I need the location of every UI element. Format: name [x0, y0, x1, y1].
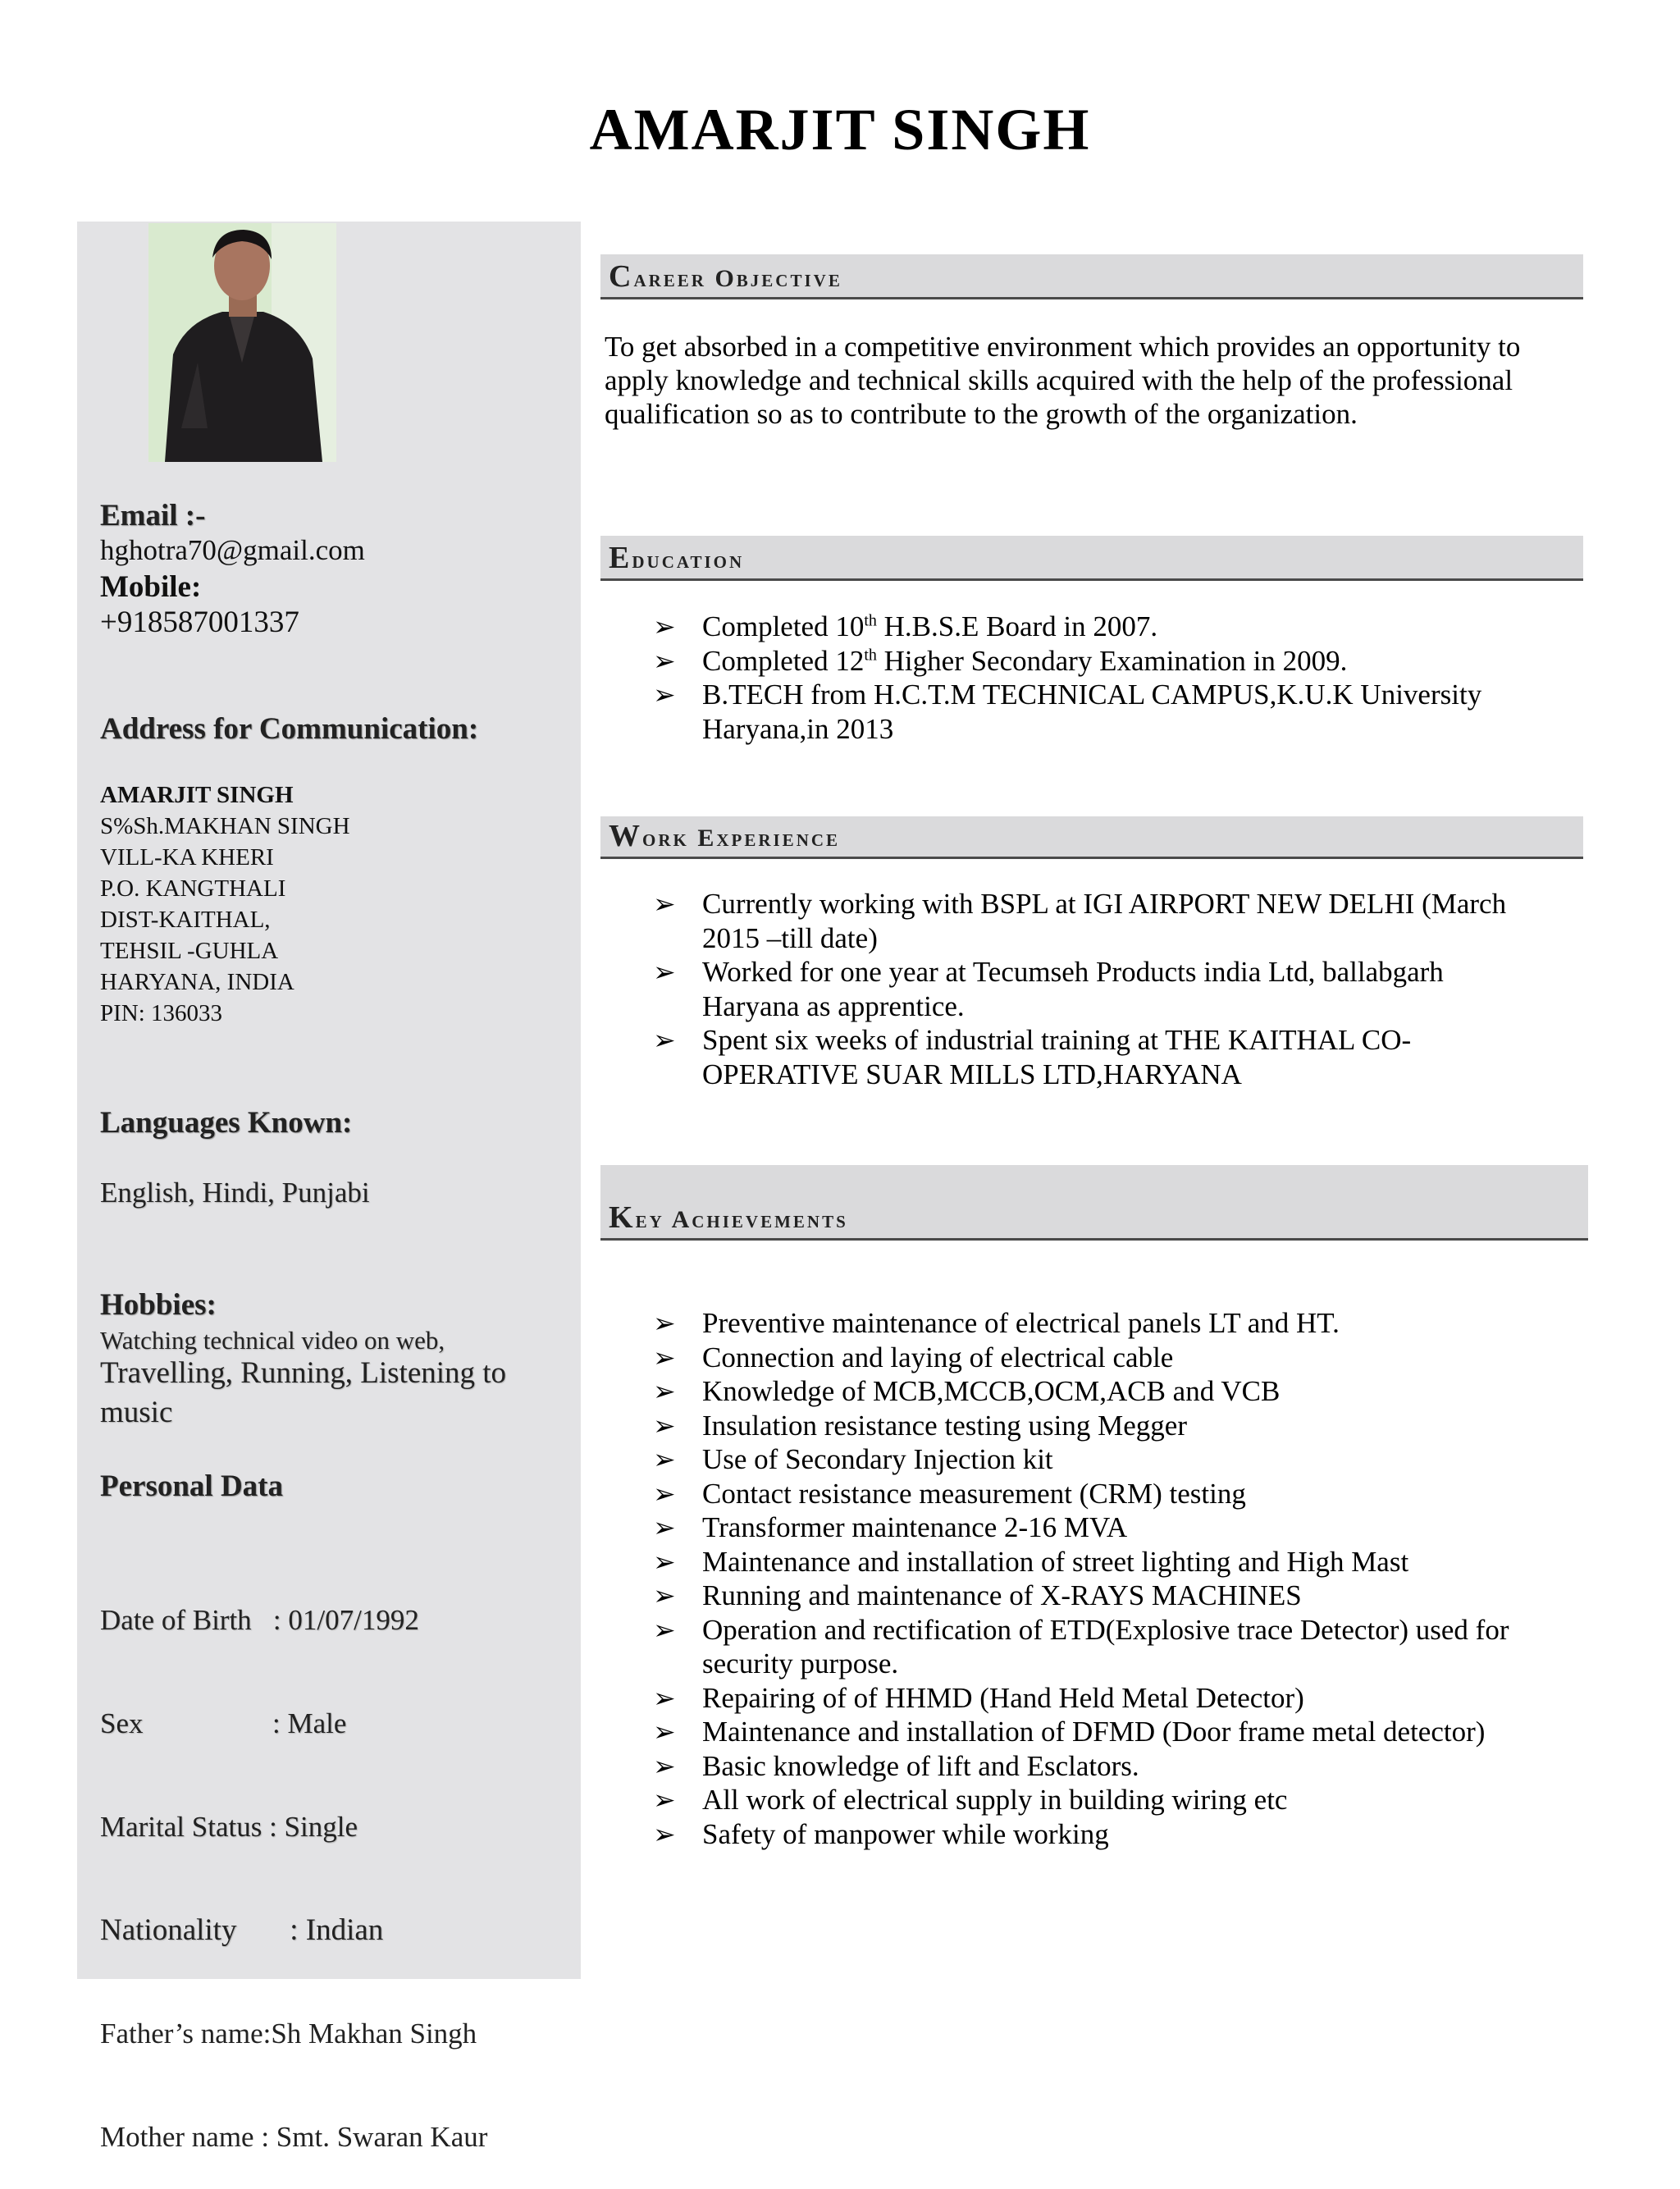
- arrow-bullet-icon: ➢: [653, 1477, 676, 1510]
- address-line: PIN: 136033: [100, 1000, 223, 1026]
- career-objective-text: [605, 330, 1564, 431]
- list-item: ➢ Contact resistance measurement (CRM) testing: [653, 1477, 1246, 1510]
- list-item: ➢ Basic knowledge of lift and Esclators.: [653, 1749, 1139, 1782]
- career-line: apply knowledge and technical skills acquired with the help of the professional: [605, 364, 1513, 396]
- personal-line: Sex : Male: [100, 1707, 347, 1739]
- arrow-bullet-icon: ➢: [653, 1024, 676, 1056]
- arrow-bullet-icon: ➢: [653, 1511, 676, 1543]
- list-item: ➢ Preventive maintenance of electrical panels LT and HT.: [653, 1307, 1340, 1339]
- address-line: DIST-KAITHAL,: [100, 907, 271, 933]
- arrow-bullet-icon: ➢: [653, 1409, 676, 1442]
- list-item: ➢ Transformer maintenance 2-16 MVA: [653, 1511, 1128, 1543]
- arrow-bullet-icon: ➢: [653, 1579, 676, 1611]
- list-item: ➢ Worked for one year at Tecumseh Products india Ltd, ballabgarh: [653, 956, 1444, 988]
- arrow-bullet-icon: ➢: [653, 644, 676, 677]
- hobbies-line: [100, 1354, 559, 1433]
- arrow-bullet-icon: ➢: [653, 956, 676, 988]
- career-objective-header: [600, 254, 1583, 299]
- arrow-bullet-icon: ➢: [653, 1307, 676, 1339]
- hobbies-line: Travelling, Running, Listening to: [100, 1356, 507, 1390]
- list-item: ➢ Safety of manpower while working: [653, 1817, 1109, 1850]
- arrow-bullet-icon: ➢: [653, 1375, 676, 1407]
- list-item: Haryana as apprentice.: [702, 989, 965, 1022]
- personal-line: Father’s name:Sh Makhan Singh: [100, 2018, 477, 2050]
- education-list: [653, 610, 1580, 746]
- career-line: qualification so as to contribute to the growth of the organization.: [605, 398, 1358, 430]
- arrow-bullet-icon: ➢: [653, 1716, 676, 1748]
- arrow-bullet-icon: ➢: [653, 1681, 676, 1714]
- key-achievements-header: [600, 1165, 1588, 1241]
- list-item: ➢ Use of Secondary Injection kit: [653, 1443, 1053, 1475]
- list-item: ➢ Operation and rectification of ETD(Explosive trace Detector) used for: [653, 1613, 1509, 1646]
- arrow-bullet-icon: ➢: [653, 1443, 676, 1475]
- mobile-value: +918587001337: [100, 606, 299, 639]
- work-experience-header: [600, 816, 1583, 859]
- career-objective-title: Career Objective: [609, 259, 842, 294]
- personal-line: Marital Status : Single: [100, 1811, 358, 1843]
- list-item: ➢ Repairing of of HHMD (Hand Held Metal Detector): [653, 1681, 1304, 1714]
- person-photo-icon: [148, 223, 336, 462]
- personal-data-block: [100, 1534, 487, 2189]
- arrow-bullet-icon: ➢: [653, 1613, 676, 1646]
- candidate-name: AMARJIT SINGH: [589, 97, 1091, 162]
- work-experience-title: Work Experience: [609, 819, 841, 853]
- arrow-bullet-icon: ➢: [653, 1817, 676, 1850]
- address-line: TEHSIL -GUHLA: [100, 938, 279, 964]
- list-item: ➢ Currently working with BSPL at IGI AIRPORT NEW DELHI (March: [653, 888, 1507, 920]
- personal-line: Mother name : Smt. Swaran Kaur: [100, 2121, 488, 2153]
- address-line: HARYANA, INDIA: [100, 969, 294, 995]
- list-item: ➢ B.TECH from H.C.T.M TECHNICAL CAMPUS,K.U.K University: [653, 679, 1482, 711]
- languages-value: English, Hindi, Punjabi: [100, 1177, 370, 1209]
- list-item: OPERATIVE SUAR MILLS LTD,HARYANA: [702, 1058, 1242, 1090]
- list-item: ➢ Knowledge of MCB,MCCB,OCM,ACB and VCB: [653, 1375, 1281, 1407]
- list-item: security purpose.: [702, 1647, 899, 1679]
- address-label: Address for Communication:: [100, 712, 479, 746]
- profile-photo: [148, 223, 336, 462]
- career-line: To get absorbed in a competitive environment which provides an opportunity to: [605, 331, 1521, 363]
- arrow-bullet-icon: ➢: [653, 610, 676, 642]
- education-header: [600, 536, 1583, 581]
- arrow-bullet-icon: ➢: [653, 1749, 676, 1782]
- personal-line: Nationality : Indian: [100, 1913, 384, 1947]
- list-item: ➢ Maintenance and installation of DFMD (Door frame metal detector): [653, 1716, 1486, 1748]
- address-block: [100, 779, 350, 1029]
- list-item: 2015 –till date): [702, 921, 878, 954]
- email-value: hghotra70@gmail.com: [100, 534, 365, 566]
- hobbies-label: Hobbies:: [100, 1288, 217, 1322]
- list-item: ➢ Insulation resistance testing using Megger: [653, 1409, 1187, 1442]
- arrow-bullet-icon: ➢: [653, 1341, 676, 1373]
- personal-line: Date of Birth : 01/07/1992: [100, 1604, 419, 1636]
- hobbies-line: music: [100, 1396, 173, 1429]
- list-item: ➢ Completed 10th H.B.S.E Board in 2007.: [653, 610, 1158, 642]
- address-line: P.O. KANGTHALI: [100, 875, 286, 902]
- list-item: ➢ Connection and laying of electrical cable: [653, 1341, 1174, 1373]
- list-item: ➢ Running and maintenance of X-RAYS MACHINES: [653, 1579, 1302, 1611]
- mobile-label: Mobile:: [100, 570, 202, 604]
- key-achievements-list: [653, 1306, 1580, 1851]
- address-line: VILL-KA KHERI: [100, 844, 274, 871]
- key-achievements-title: Key Achievements: [609, 1200, 848, 1235]
- list-item: ➢ Maintenance and installation of street lighting and High Mast: [653, 1545, 1409, 1578]
- address-line: AMARJIT SINGH: [100, 782, 294, 808]
- arrow-bullet-icon: ➢: [653, 888, 676, 920]
- arrow-bullet-icon: ➢: [653, 1545, 676, 1578]
- education-title: Education: [609, 541, 745, 575]
- languages-label: Languages Known:: [100, 1106, 353, 1140]
- email-label: Email :-: [100, 499, 206, 532]
- list-item: Haryana,in 2013: [702, 712, 894, 745]
- list-item: ➢ Spent six weeks of industrial training at THE KAITHAL CO-: [653, 1024, 1412, 1056]
- arrow-bullet-icon: ➢: [653, 679, 676, 711]
- personal-data-label: Personal Data: [100, 1469, 283, 1503]
- work-experience-list: [653, 887, 1580, 1091]
- list-item: ➢ Completed 12th Higher Secondary Examination in 2009.: [653, 644, 1348, 677]
- hobbies-line: Watching technical video on web,: [100, 1326, 445, 1355]
- arrow-bullet-icon: ➢: [653, 1784, 676, 1816]
- list-item: ➢ All work of electrical supply in building wiring etc: [653, 1784, 1288, 1816]
- address-line: S%Sh.MAKHAN SINGH: [100, 813, 350, 839]
